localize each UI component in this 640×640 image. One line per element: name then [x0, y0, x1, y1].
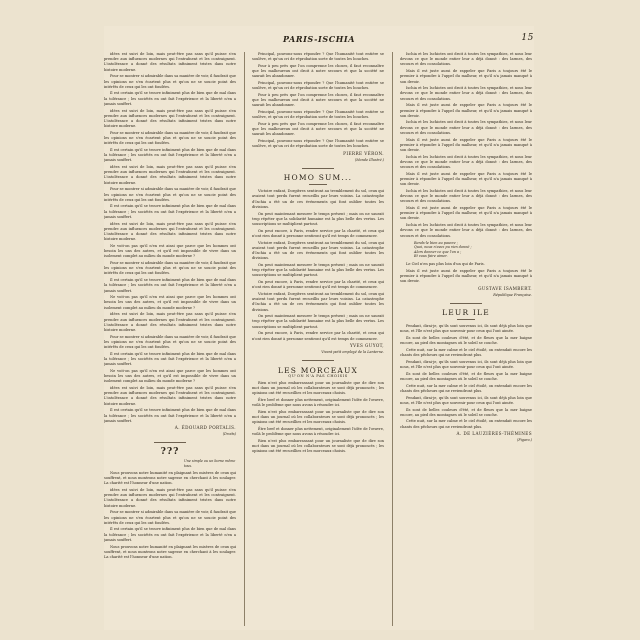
paragraph: Ils sont de belles couleurs d'été, et de fleurs que la mer baigne encore, au pied des montagnes où le soleil se couche.: [400, 371, 532, 382]
section-rule: [302, 168, 334, 169]
epigraph: Une simple ou un borne même tous.: [184, 459, 236, 468]
title-rule: [309, 184, 327, 185]
page-header: [104, 34, 534, 46]
verse-line: Quoi, nous n'avez pu rien donné ;: [414, 245, 472, 250]
page-number: 15: [521, 33, 534, 43]
article-title-homo-sum: HOMO SUM...: [283, 173, 353, 183]
title-rule: [457, 319, 475, 320]
paragraph: Rien n'est plus embarrassant pour un journaliste que de dire son mot dans un journal où les collaborateurs se sont déjà prononcés ; les opinions ont été recueillies et les morceaux choisis.: [252, 409, 384, 425]
paragraph: Mais il est juste aussi de rappeler que Paris a toujours été le premier à répondre à l'appel du malheur, et qu'il n'a jamais manqué à son devoir.: [400, 205, 532, 221]
paragraph: Il est certain qu'il se trouve infiniment plus de bien que de mal dans la tolérance ; les sociétés en ont fait l'expérience et la liberté n'en a jamais souffert.: [104, 91, 236, 106]
author-signature: A. ÉDOUARD PORTALIS.: [174, 425, 236, 431]
paragraph: Pour à peu près que l'on comprenne les choses, il faut reconnaître que les malheureux ont droit à notre secours et que la société ne saurait les abandonner.: [252, 92, 384, 108]
paragraph: Pour se montrer si admirable dans sa manière de voir, il faudrait que les opinions ne s'en écartent plus et qu'on ne se soucie point des intérêts de ceux qui les ont fondées.: [104, 510, 236, 525]
paragraph: Il est certain qu'il se trouve infiniment plus de bien que de mal dans la tolérance ; les sociétés en ont fait l'expérience et la liberté n'en a jamais souffert.: [104, 278, 236, 293]
paragraph: Pour se montrer si admirable dans sa manière de voir, il faudrait que les opinions ne s'en écartent plus et qu'on ne se soucie point des intérêts de ceux qui les ont fondées.: [104, 261, 236, 276]
paragraph: Victoire enfant, Dorgières sentiront au tremblement du sol, ceux qui avaient tout perdu furent recueillis par leurs voisins. La catastrophe d'Ischia a été un de ces événements qui font oublier toutes les divisions.: [252, 291, 384, 312]
author-source: (Figaro.): [517, 438, 532, 443]
verse-line: Alors donner ce que l'on a ;: [414, 249, 462, 254]
paragraph: Pour se montrer si admirable dans sa manière de voir, il faudrait que les opinions ne s'en écartent plus et qu'on ne se soucie point des intérêts de ceux qui les ont fondées.: [104, 74, 236, 89]
paragraph: idées est suivi de loin, mais peut-être pas sans qu'il puisse s'en prendre aux influences modernes qui l'entraînent et les contraignent. L'intolérance a donné des résultats infiniment tristes dans notre histoire moderne.: [104, 385, 236, 406]
paragraph: On peut maintenant mesurer le temps présent ; mais on ne saurait trop répéter que la solidarité humaine est la plus belle des vertus. Les souscriptions se multiplient partout.: [252, 314, 384, 329]
paragraph: Le Ciel n'en pas plus loin d'un qui de Paris.: [406, 262, 485, 267]
paragraph: On peut encore, à Paris, rendre service par la charité, et ceux qui n'ont rien donné à personne sentiront qu'il est temps de commencer.: [252, 331, 384, 341]
paragraph: Rien n'est plus embarrassant pour un journaliste que de dire son mot dans un journal où les collaborateurs se sont déjà prononcés ; les opinions ont été recueillies et les morceaux choisis.: [252, 380, 384, 396]
paragraph: Victoire enfant, Dorgières sentiront au tremblement du sol, ceux qui avaient tout perdu furent recueillis par leurs voisins. La catastrophe d'Ischia a été un de ces événements qui font oublier toutes les divisions.: [252, 189, 384, 209]
paragraph: Ils sont de belles couleurs d'été, et de fleurs que la mer baigne encore, au pied des montagnes où le soleil se couche.: [400, 407, 532, 417]
paragraph: Ne voit-on pas qu'il n'en est ainsi que parce que les hommes ont besoin les uns des autres, et qu'il est impossible de vivre dans un isolement complet au milieu du monde moderne ?: [104, 295, 236, 310]
paragraph: Il est certain qu'il se trouve infiniment plus de bien que de mal dans la tolérance ; les sociétés en ont fait l'expérience et la liberté n'en a jamais souffert.: [104, 351, 236, 367]
paragraph: idées est suivi de loin, mais peut-être pas sans qu'il puisse s'en prendre aux influences modernes qui l'entraînent et les contraignent. L'intolérance a donné des résultats infiniment tristes dans notre histoire moderne.: [104, 52, 236, 72]
article-title-les-morceaux: LES MORCEAUX: [277, 365, 359, 375]
paragraph: Cette nuit, sur la mer calme et le ciel étoilé, on entendait encore les chants des pêcheurs qui ne reviendront plus.: [400, 348, 532, 358]
author-source: Vivant petit employé de la Lanterne.: [321, 349, 384, 354]
paragraph: Ischia et les Ischiotes ont droit à toutes les sympathies, et nous leur devons ce que le monde entier leur a déjà donné : des larmes, des secours et des consolations.: [400, 154, 532, 170]
paragraph: Rien n'est plus embarrassant pour un journaliste que de dire son mot dans un journal où les collaborateurs se sont déjà prononcés ; les opinions ont été recueillies et les morceaux choisis.: [252, 438, 384, 454]
article-title-question-marks: ???: [160, 446, 180, 457]
column-1: [104, 52, 236, 626]
section-rule: [154, 442, 186, 443]
paragraph: Être bref et donner plus nettement, originalement l'idée de l'œuvre, voilà le problème que nous avons à résoudre ici.: [252, 426, 384, 436]
article-title-leur-ile: LEUR ILE: [442, 308, 490, 318]
paragraph: Pendant, dirai-je, qu'ils sont souvenus ici, ils sont déjà plus loin que nous, et l'île n'est plus que souvenir pour ceux qui l'ont aimée.: [400, 359, 532, 370]
author-source: (Droits): [222, 432, 236, 437]
paragraph: On peut encore, à Paris, rendre service par la charité, et ceux qui n'ont rien donné à personne sentiront qu'il est temps de commencer.: [252, 280, 384, 290]
paragraph: Pour se montrer si admirable dans sa manière de voir, il faudrait que les opinions ne s'en écartent plus et qu'on ne se soucie point des intérêts de ceux qui les ont fondées.: [104, 334, 236, 350]
paragraph: Pour se montrer si admirable dans sa manière de voir, il faudrait que les opinions ne s'en écartent plus et qu'on ne se soucie point des intérêts de ceux qui les ont fondées.: [104, 187, 236, 202]
paragraph: Ischia et les Ischiotes ont droit à toutes les sympathies, et nous leur devons ce que le monde entier leur a déjà donné : des larmes, des secours et des consolations.: [400, 86, 532, 101]
paragraph: Principal, pouvons-nous répondre ? Que l'humanité tout entière se soulève, et qu'un cri de réprobation sorte de toutes les bouches.: [252, 139, 384, 149]
column-divider: [392, 52, 393, 626]
column-divider: [244, 52, 245, 626]
paragraph: Ischia et les Ischiotes ont droit à toutes les sympathies, et nous leur devons ce que le monde entier leur a déjà donné : des larmes, des secours et des consolations.: [400, 120, 532, 135]
paragraph: On peut encore, à Paris, rendre service par la charité, et ceux qui n'ont rien donné à personne sentiront qu'il est temps de commencer.: [252, 228, 384, 238]
paragraph: Principal, pouvons-nous répondre ? Que l'humanité tout entière se soulève, et qu'un cri de réprobation sorte de toutes les bouches.: [252, 52, 384, 62]
paragraph: Principal, pouvons-nous répondre ? Que l'humanité tout entière se soulève, et qu'un cri de réprobation sorte de toutes les bouches.: [252, 110, 384, 120]
paragraph: idées est suivi de loin, mais peut-être pas sans qu'il puisse s'en prendre aux influences modernes qui l'entraînent et les contraignent. L'intolérance a donné des résultats infiniment tristes dans notre histoire moderne.: [104, 312, 236, 332]
verse-line: Et vous faire aimer.: [414, 254, 448, 259]
paragraph: Ischia et les Ischiotes ont droit à toutes les sympathies, et nous leur devons ce que le monde entier leur a déjà donné : des larmes, des secours et des consolations.: [400, 52, 532, 67]
article-subtitle: QU'ON N'A PAS CHOISIS: [288, 373, 348, 378]
paragraph: Pour se montrer si admirable dans sa manière de voir, il faudrait que les opinions ne s'en écartent plus et qu'on ne se soucie point des intérêts de ceux qui les ont fondées.: [104, 130, 236, 146]
paragraph: Nous prouvons notre humanité en plaignant les misères de ceux qui souffrent, et nous montrons notre sagesse en cherchant à les soulager. La charité est l'honneur d'une nation.: [104, 470, 236, 486]
paragraph: Mais il est juste aussi de rappeler que Paris a toujours été le premier à répondre à l'appel du malheur, et qu'il n'a jamais manqué à son devoir.: [400, 103, 532, 118]
paragraph: Ne voit-on pas qu'il n'en est ainsi que parce que les hommes ont besoin les uns des autres, et qu'il est impossible de vivre dans un isolement complet au milieu du monde moderne ?: [104, 368, 236, 384]
paragraph: Mais il est juste aussi de rappeler que Paris a toujours été le premier à répondre à l'appel du malheur, et qu'il n'a jamais manqué à son devoir.: [400, 268, 532, 284]
paragraph: Cette nuit, sur la mer calme et le ciel étoilé, on entendait encore les chants des pêcheurs qui ne reviendront plus.: [400, 419, 532, 429]
column-2: [252, 52, 384, 626]
paragraph: On peut maintenant mesurer le temps présent ; mais on ne saurait trop répéter que la solidarité humaine est la plus belle des vertus. Les souscriptions se multiplient partout.: [252, 211, 384, 226]
newspaper-page: [104, 26, 534, 630]
paragraph: Ischia et les Ischiotes ont droit à toutes les sympathies, et nous leur devons ce que le monde entier leur a déjà donné : des larmes, des secours et des consolations.: [400, 188, 532, 204]
paragraph: idées est suivi de loin, mais peut-être pas sans qu'il puisse s'en prendre aux influences modernes qui l'entraînent et les contraignent. L'intolérance a donné des résultats infiniment tristes dans notre histoire moderne.: [104, 108, 236, 129]
paragraph: Il est certain qu'il se trouve infiniment plus de bien que de mal dans la tolérance ; les sociétés en ont fait l'expérience et la liberté n'en a jamais souffert.: [104, 527, 236, 542]
paragraph: Pour à peu près que l'on comprenne les choses, il faut reconnaître que les malheureux ont droit à notre secours et que la société ne saurait les abandonner.: [252, 63, 384, 79]
paragraph: Pendant, dirai-je, qu'ils sont souvenus ici, ils sont déjà plus loin que nous, et l'île n'est plus que souvenir pour ceux qui l'ont aimée.: [400, 395, 532, 405]
author-signature: A. DE LAUZIÈRES-THÉMINES: [456, 431, 532, 437]
paragraph: Principal, pouvons-nous répondre ? Que l'humanité tout entière se soulève, et qu'un cri de réprobation sorte de toutes les bouches.: [252, 81, 384, 91]
paragraph: idées est suivi de loin, mais peut-être pas sans qu'il puisse s'en prendre aux influences modernes qui l'entraînent et les contraignent. L'intolérance a donné des résultats infiniment tristes dans notre histoire moderne.: [104, 165, 236, 185]
author-signature: YVES GUYOT,: [349, 343, 384, 349]
column-3: [400, 52, 532, 626]
author-signature: GUSTAVE ISAMBERT.: [478, 285, 532, 291]
paragraph: Ils sont de belles couleurs d'été, et de fleurs que la mer baigne encore, au pied des montagnes où le soleil se couche.: [400, 336, 532, 346]
paragraph: Être bref et donner plus nettement, originalement l'idée de l'œuvre, voilà le problème que nous avons à résoudre ici.: [252, 397, 384, 407]
author-source: (Monde Illustré.): [354, 157, 384, 162]
paragraph: idées est suivi de loin, mais peut-être pas sans qu'il puisse s'en prendre aux influences modernes qui l'entraînent et les contraignent. L'intolérance a donné des résultats infiniment tristes dans notre histoire moderne.: [104, 488, 236, 508]
paragraph: Il est certain qu'il se trouve infiniment plus de bien que de mal dans la tolérance ; les sociétés en ont fait l'expérience et la liberté n'en a jamais souffert.: [104, 147, 236, 163]
verse-line: Rends-le bien au pauvre ;: [414, 240, 458, 245]
verse-quote: [414, 241, 532, 259]
paragraph: Il est certain qu'il se trouve infiniment plus de bien que de mal dans la tolérance ; les sociétés en ont fait l'expérience et la liberté n'en a jamais souffert.: [104, 204, 236, 219]
paragraph: On peut maintenant mesurer le temps présent ; mais on ne saurait trop répéter que la solidarité humaine est la plus belle des vertus. Les souscriptions se multiplient partout.: [252, 262, 384, 278]
paragraph: Mais il est juste aussi de rappeler que Paris a toujours été le premier à répondre à l'appel du malheur, et qu'il n'a jamais manqué à son devoir.: [400, 69, 532, 84]
author-signature: PIERRE VÉRON.: [343, 150, 384, 156]
author-source: République Française.: [493, 292, 532, 297]
paragraph: Pendant, dirai-je, qu'ils sont souvenus ici, ils sont déjà plus loin que nous, et l'île n'est plus que souvenir pour ceux qui l'ont aimée.: [400, 324, 532, 334]
paragraph: idées est suivi de loin, mais peut-être pas sans qu'il puisse s'en prendre aux influences modernes qui l'entraînent et les contraignent. L'intolérance a donné des résultats infiniment tristes dans notre histoire moderne.: [104, 221, 236, 242]
paragraph: Ne voit-on pas qu'il n'en est ainsi que parce que les hommes ont besoin les uns des autres, et qu'il est impossible de vivre dans un isolement complet au milieu du monde moderne ?: [104, 243, 236, 259]
section-rule: [450, 303, 482, 304]
paragraph: Ischia et les Ischiotes ont droit à toutes les sympathies, et nous leur devons ce que le monde entier leur a déjà donné : des larmes, des secours et des consolations.: [400, 223, 532, 238]
paragraph: Mais il est juste aussi de rappeler que Paris a toujours été le premier à répondre à l'appel du malheur, et qu'il n'a jamais manqué à son devoir.: [400, 137, 532, 152]
section-rule: [302, 360, 334, 361]
paragraph: Mais il est juste aussi de rappeler que Paris a toujours été le premier à répondre à l'appel du malheur, et qu'il n'a jamais manqué à son devoir.: [400, 171, 532, 187]
paragraph: Victoire enfant, Dorgières sentiront au tremblement du sol, ceux qui avaient tout perdu furent recueillis par leurs voisins. La catastrophe d'Ischia a été un de ces événements qui font oublier toutes les divisions.: [252, 240, 384, 261]
paragraph: Il est certain qu'il se trouve infiniment plus de bien que de mal dans la tolérance ; les sociétés en ont fait l'expérience et la liberté n'en a jamais souffert.: [104, 408, 236, 423]
paragraph: Pour à peu près que l'on comprenne les choses, il faut reconnaître que les malheureux ont droit à notre secours et que la société ne saurait les abandonner.: [252, 121, 384, 137]
paragraph: Cette nuit, sur la mer calme et le ciel étoilé, on entendait encore les chants des pêcheurs qui ne reviendront plus.: [400, 383, 532, 393]
page-title: PARIS-ISCHIA: [282, 34, 356, 44]
paragraph: Nous prouvons notre humanité en plaignant les misères de ceux qui souffrent, et nous montrons notre sagesse en cherchant à les soulager. La charité est l'honneur d'une nation.: [104, 544, 236, 559]
